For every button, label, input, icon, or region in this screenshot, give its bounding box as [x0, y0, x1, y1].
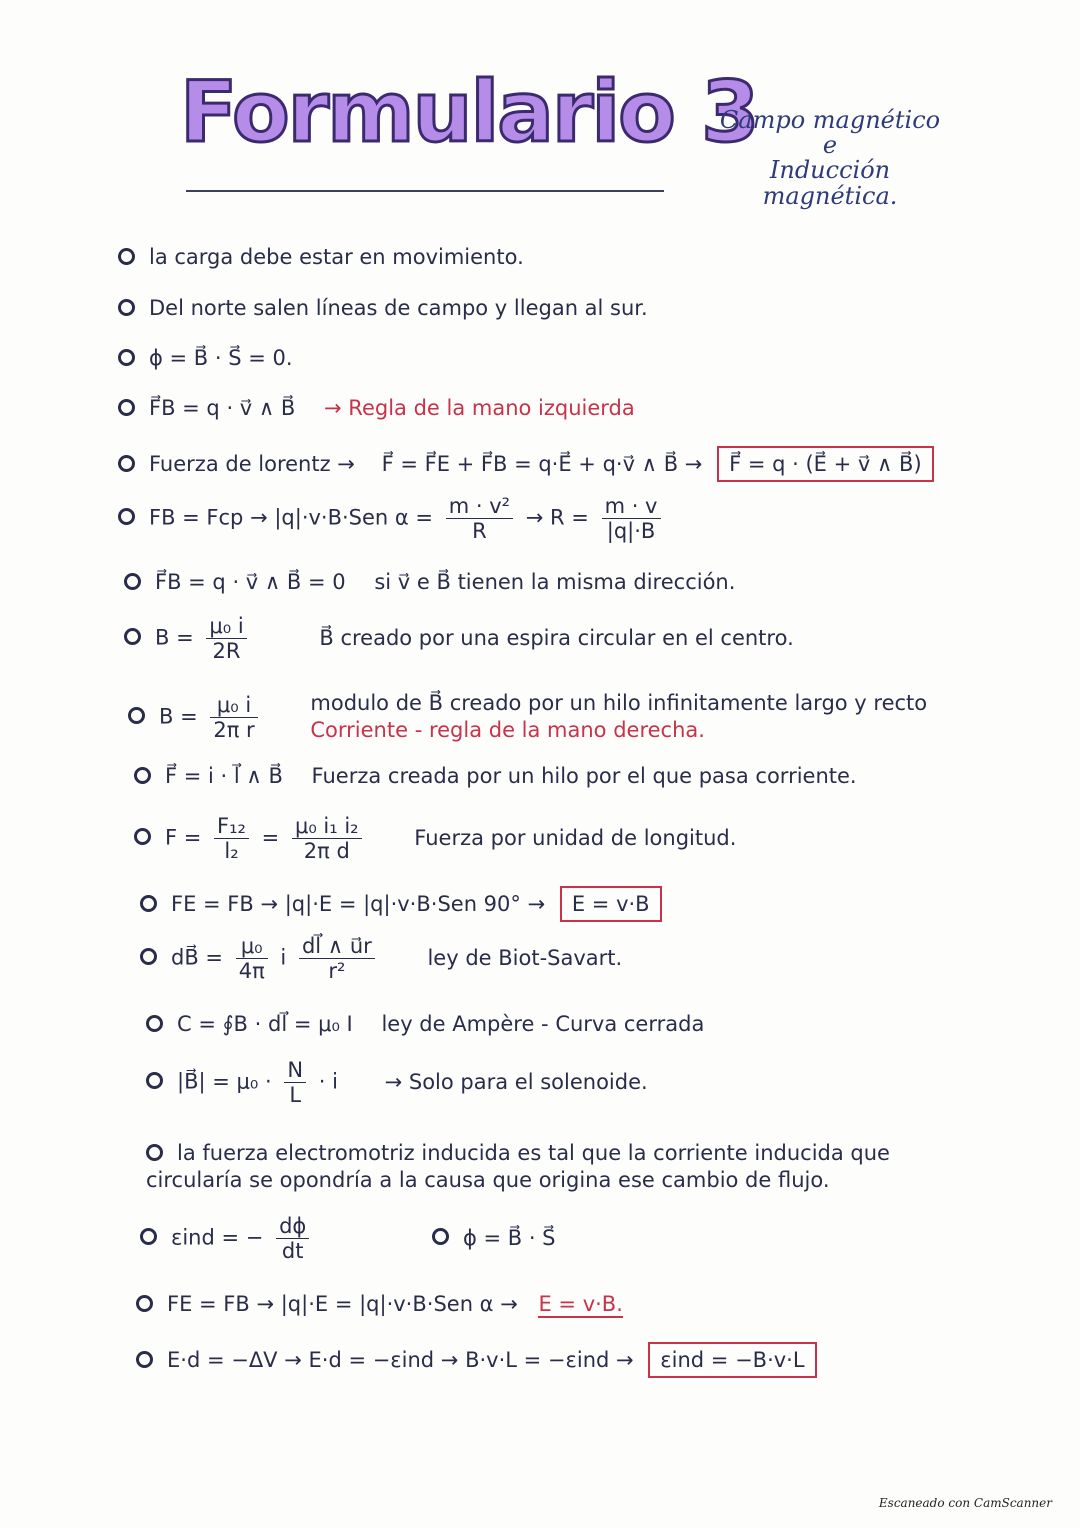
note-line-4: [118, 396, 635, 420]
fraction: [292, 814, 362, 863]
fraction-numerator: dϕ: [276, 1214, 309, 1239]
note-line-17: [140, 1214, 556, 1263]
formula: F⃗ = F⃗E + F⃗B = q·E⃗ + q·v⃗ ∧ B⃗ →: [381, 452, 703, 476]
fraction-numerator: m · v: [602, 494, 661, 519]
fraction-numerator: μ₀: [236, 934, 268, 959]
inline-bullet-item: [432, 1226, 556, 1250]
bullet-icon: [146, 1144, 163, 1161]
formula: dB⃗ =: [171, 945, 224, 970]
boxed-formula: F⃗ = q · (E⃗ + v⃗ ∧ B⃗): [717, 446, 934, 482]
formula: FE = FB → |q|·E = |q|·v·B·Sen 90° →: [171, 892, 546, 916]
page-subtitle: [700, 108, 960, 209]
formula: F⃗B = q · v⃗ ∧ B⃗ = 0: [155, 570, 346, 594]
formula: → R =: [525, 505, 589, 530]
note-text: ley de Ampère - Curva cerrada: [381, 1012, 705, 1036]
bullet-icon: [140, 1228, 157, 1245]
note-text: modulo de B⃗ creado por un hilo infinitamente largo y recto: [310, 691, 928, 715]
note-text: Fuerza de lorentz →: [149, 452, 355, 476]
bullet-icon: [118, 299, 135, 316]
note-line-14: [146, 1012, 704, 1036]
formula: i: [280, 945, 287, 970]
formula: ϕ = B⃗ · S⃗: [462, 1225, 556, 1250]
bullet-icon: [136, 1351, 153, 1368]
formula: ϕ = B⃗ · S⃗ = 0.: [149, 346, 293, 370]
note-line-5: [118, 446, 934, 482]
formula: εind = −: [171, 1225, 264, 1250]
formula: E·d = −ΔV → E·d = −εind → B·v·L = −εind →: [167, 1348, 634, 1372]
fraction: [206, 614, 246, 663]
formula: =: [261, 825, 280, 850]
note-text: Fuerza creada por un hilo por el que pasa corriente.: [311, 764, 857, 788]
note-text: ley de Biot-Savart.: [427, 945, 623, 970]
note-line-1: [118, 245, 524, 269]
fraction-numerator: dl⃗ ∧ u⃗r: [299, 934, 375, 959]
red-note: Corriente - regla de la mano derecha.: [310, 718, 705, 743]
bullet-icon: [118, 508, 135, 525]
bullet-icon: [140, 895, 157, 912]
formula: · i: [318, 1069, 338, 1094]
fraction: [446, 494, 513, 543]
title-underline: [186, 190, 664, 192]
boxed-formula: E = v·B: [560, 886, 662, 922]
note-line-16: [146, 1140, 966, 1195]
fraction-numerator: F₁₂: [214, 814, 249, 839]
underlined-result: E = v·B.: [538, 1292, 623, 1316]
fraction-denominator: 4π: [238, 959, 265, 983]
note-line-15: [146, 1058, 648, 1107]
subtitle-line-2: e: [822, 131, 838, 160]
bullet-icon: [134, 767, 151, 784]
subtitle-line-3: Inducción magnética.: [762, 156, 898, 210]
formula: F⃗B = q · v⃗ ∧ B⃗: [149, 396, 296, 420]
bullet-icon: [136, 1295, 153, 1312]
note-line-3: [118, 346, 293, 370]
boxed-formula: εind = −B·v·L: [648, 1342, 816, 1378]
formula: F =: [165, 825, 202, 850]
fraction-denominator: r²: [328, 959, 346, 983]
fraction-denominator: 2π d: [303, 839, 350, 863]
fraction-numerator: μ₀ i: [210, 693, 257, 718]
note-text: si v⃗ e B⃗ tienen la misma dirección.: [374, 570, 736, 594]
note-line-13: [140, 934, 622, 983]
note-text: la fuerza electromotriz inducida es tal que la corriente inducida que circularía se opondría a la causa que origina ese cambio de flujo.: [146, 1141, 890, 1193]
fraction-denominator: 2R: [212, 639, 241, 663]
note-line-12: [140, 886, 662, 922]
note-line-11: [134, 814, 736, 863]
note-line-9: [128, 690, 927, 745]
fraction: [284, 1058, 306, 1107]
note-line-19: [136, 1342, 817, 1378]
formula: B =: [159, 704, 198, 729]
fraction: [299, 934, 375, 983]
red-note: → Regla de la mano izquierda: [324, 396, 635, 420]
fraction-numerator: m · v²: [446, 494, 513, 519]
fraction-denominator: 2π r: [213, 717, 255, 742]
note-line-6: [118, 494, 667, 543]
subtitle-line-1: Campo magnético: [719, 106, 941, 134]
bullet-icon: [140, 948, 157, 965]
fraction-denominator: L: [289, 1083, 302, 1107]
fraction: [236, 934, 268, 983]
fraction-denominator: dt: [281, 1239, 304, 1263]
formula: B =: [155, 625, 194, 650]
formula: FE = FB → |q|·E = |q|·v·B·Sen α →: [167, 1292, 518, 1316]
bullet-icon: [128, 707, 145, 724]
note-line-8: [124, 614, 794, 663]
formula: C = ∮B · dl⃗ = μ₀ I: [177, 1012, 353, 1036]
note-line-10: [134, 764, 857, 788]
bullet-icon: [432, 1228, 449, 1245]
bullet-icon: [118, 455, 135, 472]
fraction: [602, 494, 661, 543]
note-text: Del norte salen líneas de campo y llegan al sur.: [149, 296, 648, 320]
bullet-icon: [146, 1015, 163, 1032]
fraction-numerator: μ₀ i₁ i₂: [292, 814, 362, 839]
bullet-icon: [118, 248, 135, 265]
fraction-denominator: |q|·B: [606, 519, 656, 543]
bullet-icon: [134, 828, 151, 845]
fraction-numerator: N: [284, 1058, 306, 1083]
bullet-icon: [124, 573, 141, 590]
formula: F⃗ = i · l⃗ ∧ B⃗: [165, 764, 283, 788]
fraction: [276, 1214, 309, 1263]
formula: |B⃗| = μ₀ ·: [177, 1069, 272, 1094]
note-line-2: [118, 296, 648, 320]
note-text: la carga debe estar en movimiento.: [149, 245, 524, 269]
bullet-icon: [124, 628, 141, 645]
scanner-watermark: Escaneado con CamScanner: [878, 1496, 1052, 1510]
bullet-icon: [118, 349, 135, 366]
note-line-18: [136, 1292, 623, 1316]
page-title: Formulario 3: [180, 63, 758, 161]
note-text: Fuerza por unidad de longitud.: [414, 825, 737, 850]
fraction: [210, 693, 257, 742]
note-text: → Solo para el solenoide.: [384, 1069, 648, 1094]
bullet-icon: [118, 399, 135, 416]
note-text: B⃗ creado por una espira circular en el centro.: [319, 625, 794, 650]
fraction-denominator: l₂: [224, 839, 239, 863]
bullet-icon: [146, 1072, 163, 1089]
fraction-numerator: μ₀ i: [206, 614, 246, 639]
description-block: [310, 690, 927, 745]
note-line-7: [124, 570, 735, 594]
formula: FB = Fcp → |q|·v·B·Sen α =: [149, 505, 434, 530]
fraction: [214, 814, 249, 863]
fraction-denominator: R: [472, 519, 487, 543]
